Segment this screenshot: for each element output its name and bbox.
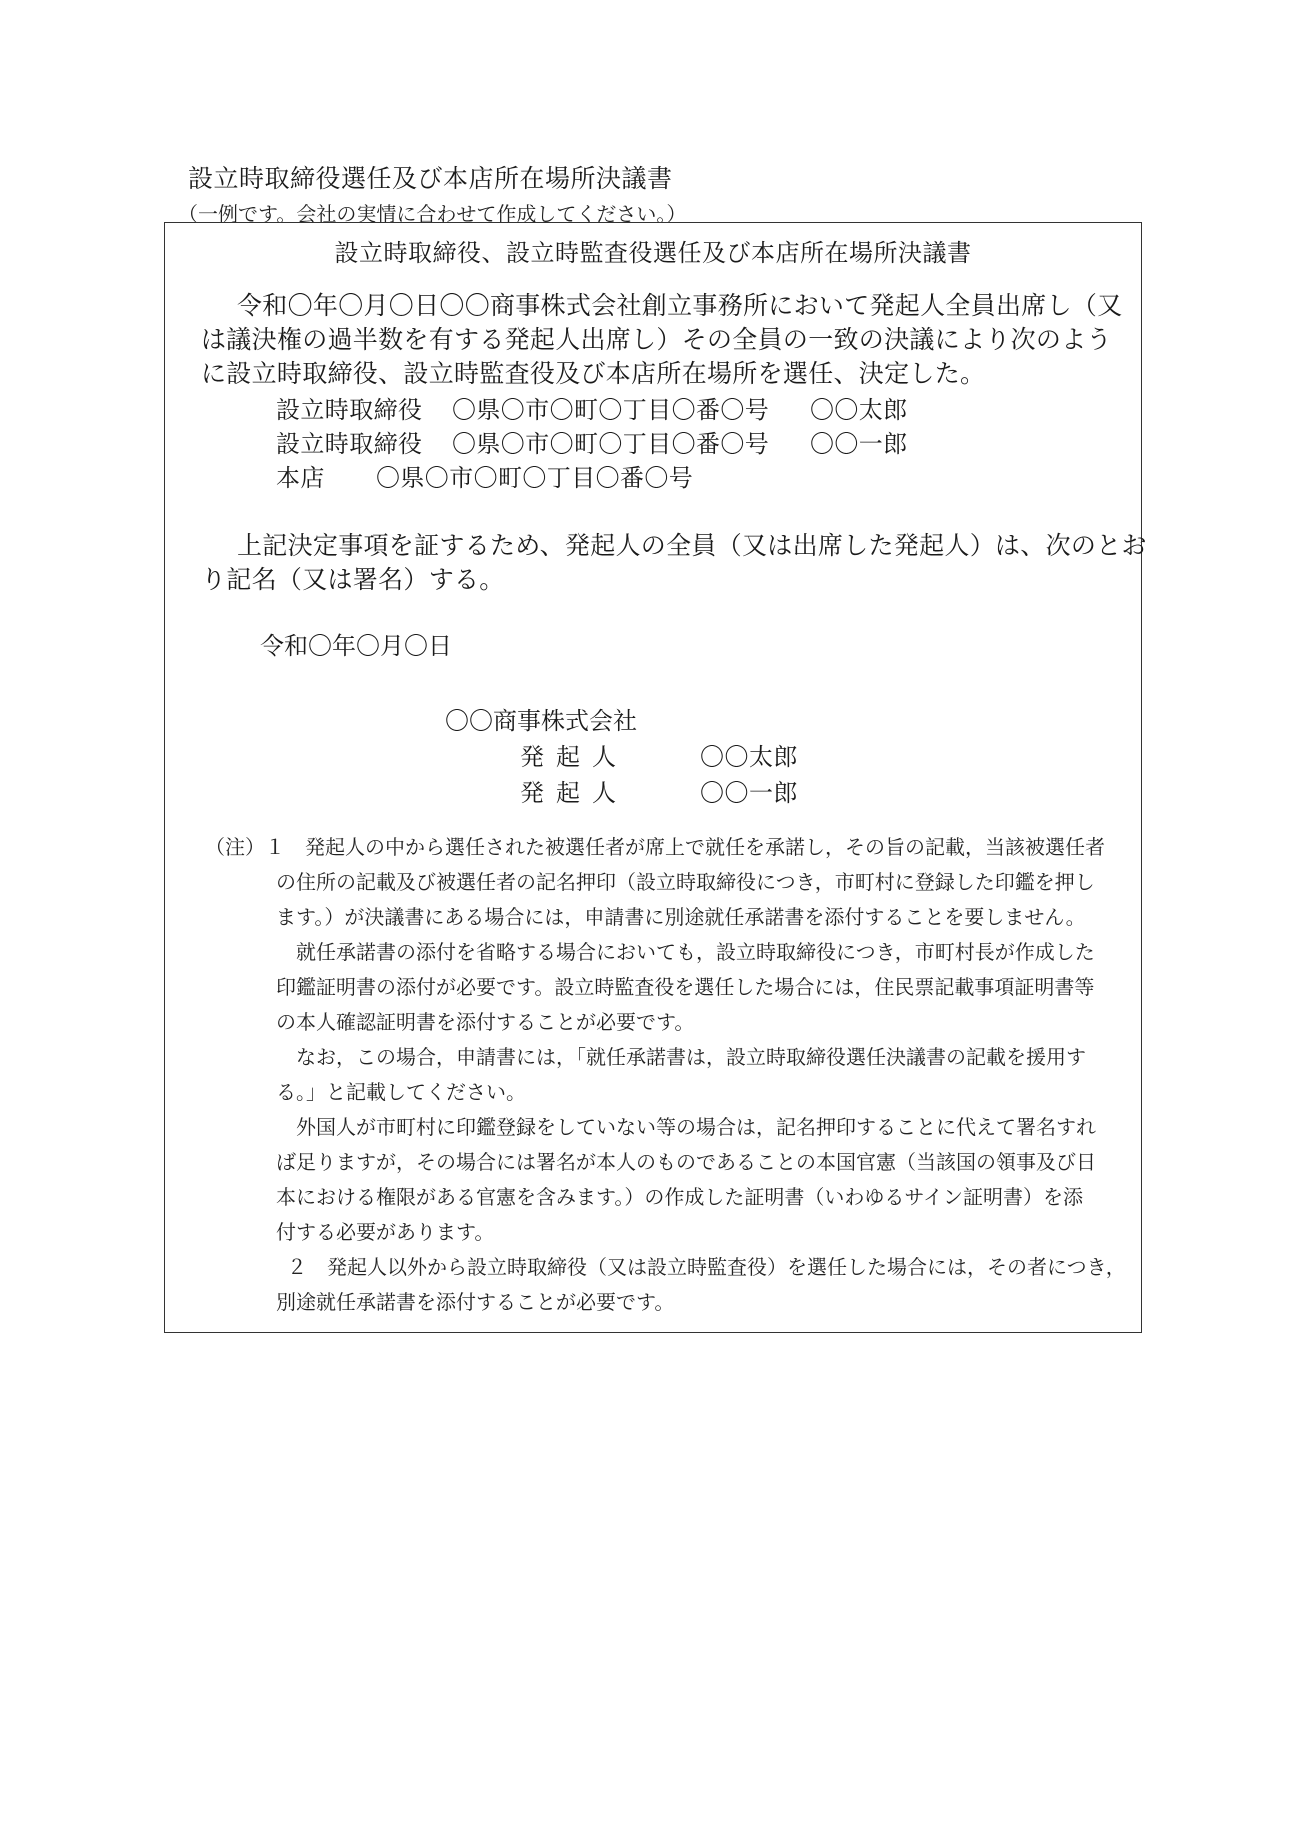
promoter-name: 〇〇一郎 bbox=[700, 779, 798, 807]
intro-line: 令和〇年〇月〇日〇〇商事株式会社創立事務所において発起人全員出席し（又 bbox=[237, 291, 1123, 320]
note-line: 外国人が市町村に印鑑登録をしていない等の場合は，記名押印することに代えて署名すれ bbox=[296, 1115, 1096, 1139]
note-line: 印鑑証明書の添付が必要です。設立時監査役を選任した場合には，住民票記載事項証明書等 bbox=[276, 975, 1095, 999]
resolution-date: 令和〇年〇月〇日 bbox=[260, 632, 452, 660]
resolution-document bbox=[164, 222, 1147, 1333]
appointee-role: 設立時取締役 bbox=[276, 396, 423, 424]
intro-line: に設立時取締役、設立時監査役及び本店所在場所を選任、決定した。 bbox=[201, 359, 986, 388]
note-line: の住所の記載及び被選任者の記名押印（設立時取締役につき，市町村に登録した印鑑を押し bbox=[276, 870, 1095, 894]
note-line: る。」と記載してください。 bbox=[276, 1080, 526, 1104]
company-name: 〇〇商事株式会社 bbox=[445, 707, 637, 735]
appointee-name: 〇〇太郎 bbox=[810, 396, 908, 424]
appointee-role: 設立時取締役 bbox=[276, 430, 423, 458]
notes-section bbox=[205, 830, 1135, 1320]
certify-line: り記名（又は署名）する。 bbox=[201, 565, 505, 594]
appointee-address: 〇県〇市〇町〇丁目〇番〇号 bbox=[452, 396, 770, 424]
appointee-row bbox=[276, 427, 908, 461]
page-heading: 設立時取締役選任及び本店所在場所決議書 bbox=[188, 164, 673, 193]
note-line: ば足りますが，その場合には署名が本人のものであることの本国官憲（当該国の領事及び日 bbox=[276, 1150, 1096, 1174]
note-line: なお，この場合，申請書には，「就任承諾書は，設立時取締役選任決議書の記載を援用す bbox=[296, 1045, 1086, 1069]
note-line: の本人確認証明書を添付することが必要です。 bbox=[276, 1010, 695, 1034]
head-office-address: 〇県〇市〇町〇丁目〇番〇号 bbox=[376, 464, 694, 492]
promoter-name: 〇〇太郎 bbox=[700, 743, 798, 771]
intro-line: は議決権の過半数を有する発起人出席し）その全員の一致の決議により次のよう bbox=[201, 325, 1112, 354]
certify-line: 上記決定事項を証するため、発起人の全員（又は出席した発起人）は、次のとお bbox=[237, 531, 1147, 560]
note-line: 就任承諾書の添付を省略する場合においても，設立時取締役につき，市町村長が作成した bbox=[296, 940, 1095, 964]
appointee-row bbox=[276, 393, 908, 427]
note-line: 本における権限がある官憲を含みます。）の作成した証明書（いわゆるサイン証明書）を添 bbox=[276, 1185, 1083, 1209]
document-title: 設立時取締役、設立時監査役選任及び本店所在場所決議書 bbox=[334, 239, 972, 267]
appointee-address: 〇県〇市〇町〇丁目〇番〇号 bbox=[452, 430, 770, 458]
promoter-role: 発起人 bbox=[520, 743, 628, 771]
note-line: 別途就任承諾書を添付することが必要です。 bbox=[276, 1290, 675, 1314]
promoter-row bbox=[520, 773, 798, 808]
head-office-label: 本店 bbox=[276, 464, 325, 492]
page-subnote: （一例です。会社の実情に合わせて作成してください。） bbox=[178, 202, 687, 226]
intro-paragraph bbox=[201, 289, 1121, 391]
head-office-row bbox=[276, 461, 693, 495]
appointee-name: 〇〇一郎 bbox=[810, 430, 908, 458]
note-line: ます。）が決議書にある場合には，申請書に別途就任承諾書を添付することを要しません。 bbox=[276, 905, 1086, 929]
promoter-role: 発起人 bbox=[520, 779, 628, 807]
note-line: （注）１ 発起人の中から選任された被選任者が席上で就任を承諾し，その旨の記載，当該被選任者 bbox=[205, 835, 1105, 859]
certify-paragraph bbox=[201, 529, 1147, 597]
note-line: 付する必要があります。 bbox=[276, 1220, 495, 1244]
promoter-row bbox=[520, 737, 798, 772]
note-line: ２ 発起人以外から設立時取締役（又は設立時監査役）を選任した場合には，その者につき， bbox=[287, 1255, 1126, 1279]
